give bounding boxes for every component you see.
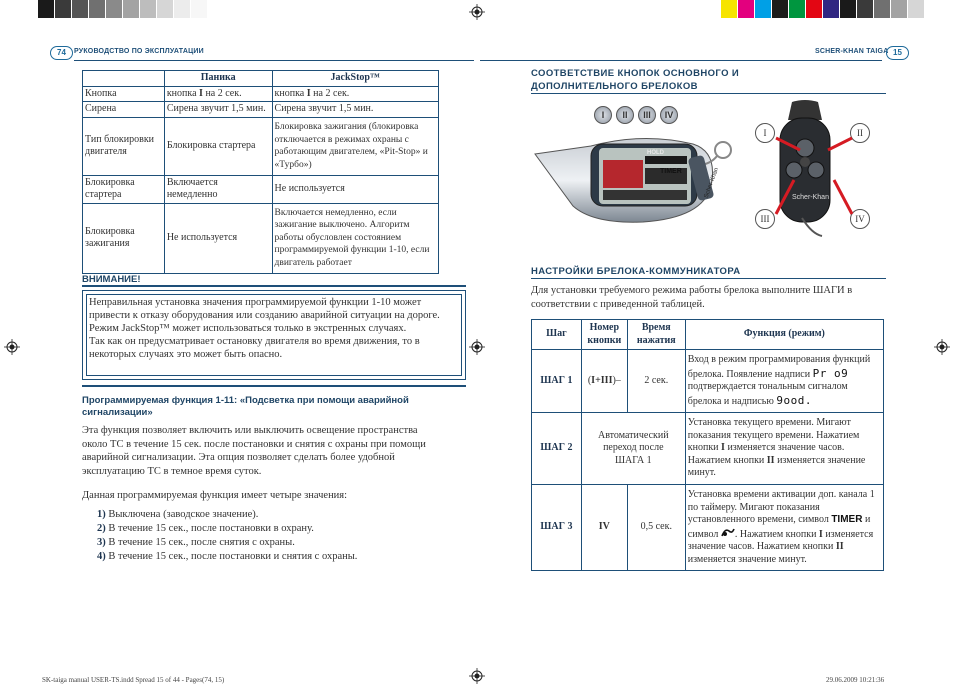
key-ii-icon: II: [616, 106, 634, 124]
row-jackstop: кнопка I на 2 сек.: [272, 86, 438, 102]
row-panic: Включается немедленно: [164, 175, 272, 203]
values-intro: Данная программируемая функция имеет четыре значения:: [82, 490, 348, 501]
step-cell: ШАГ 2: [532, 413, 582, 485]
steps-header-button: Номер кнопки: [581, 320, 627, 350]
color-swatch: [72, 0, 89, 18]
color-swatch: [55, 0, 72, 18]
row-label: Кнопка: [83, 86, 165, 102]
color-swatch: [38, 0, 55, 18]
color-swatch: [123, 0, 140, 18]
color-swatch: [840, 0, 857, 18]
warning-inner: [86, 294, 462, 376]
section-separator: [82, 385, 466, 387]
step-cell: ШАГ 1: [532, 350, 582, 413]
color-swatch: [157, 0, 174, 18]
row-jackstop: Включается немедленно, если зажигание выключено. Алгоритм работы обусловлен состоянием программируемой функции 1-10, если двигатель работает: [272, 203, 438, 273]
lcd-prog-icon: Pr o9: [812, 366, 849, 380]
right-page-number: 15: [886, 46, 909, 60]
color-swatch: [755, 0, 772, 18]
aux-fob-label-iv: IV: [850, 209, 870, 229]
warning-line: Неправильная установка значения программируемой функции 1-10 может привести к отказу оборудования или созданию аварийной ситуации на дороге.: [89, 297, 440, 321]
warning-box: [82, 290, 466, 380]
aux-fob-label-i: I: [755, 123, 775, 143]
function-title: Программируемая функция 1-11: «Подсветка при помощи аварийной сигнализации»: [82, 395, 409, 418]
row-label: Тип блокировки двигателя: [83, 117, 165, 175]
settings-title: НАСТРОЙКИ БРЕЛОКА-КОММУНИКАТОРА: [531, 266, 741, 277]
list-item: 1) Выключена (заводское значение).: [97, 509, 259, 520]
main-fob-screen-mode: HOLD: [647, 150, 664, 156]
key-iv-icon: IV: [660, 106, 678, 124]
button-cell: Автоматический переход после ШАГА 1: [581, 413, 685, 485]
key-i-icon: I: [594, 106, 612, 124]
color-swatch: [857, 0, 874, 18]
left-page-number: 74: [50, 46, 73, 60]
values-list: [97, 508, 442, 564]
warning-line: Так как он предусматривает остановку двигателя во время движения, то в некоторых случаях это может быть опасно.: [89, 336, 420, 360]
color-swatch: [191, 0, 208, 18]
button-cell: (I+III)–: [581, 350, 627, 413]
function-cell: Установка текущего времени. Мигают показания текущего времени. Нажатием кнопки I изменяется значение часов. Нажатием кнопки II изменяется значение минут.: [685, 413, 883, 485]
table-row: [532, 413, 884, 485]
table-row: [83, 102, 439, 118]
buttons-title-line-1: СООТВЕТСТВИЕ КНОПОК ОСНОВНОГО И: [531, 68, 740, 79]
buttons-title-rule: [531, 93, 886, 94]
registration-mark-icon: [4, 339, 20, 355]
row-panic: Не используется: [164, 203, 272, 273]
color-swatch: [908, 0, 925, 18]
row-panic: Сирена звучит 1,5 мин.: [164, 102, 272, 118]
table-row: [532, 350, 884, 413]
color-swatch: [772, 0, 789, 18]
color-swatch: [140, 0, 157, 18]
left-header-rule: [74, 60, 474, 61]
right-header-rule: [480, 60, 882, 61]
row-panic: Блокировка стартера: [164, 117, 272, 175]
row-label: Блокировка зажигания: [83, 203, 165, 273]
color-swatch: [738, 0, 755, 18]
list-item: 4) В течение 15 сек., после постановки и снятия с охраны.: [97, 551, 358, 562]
timer-symbol-icon: TIMER: [831, 514, 863, 525]
color-swatch: [823, 0, 840, 18]
list-item: 2) В течение 15 сек., после постановки в охрану.: [97, 523, 314, 534]
table-header-row: [83, 71, 439, 87]
step-cell: ШАГ 3: [532, 485, 582, 571]
main-fob-screen-timer: TIMER: [660, 168, 682, 175]
gray-swatch-strip: [38, 0, 208, 18]
color-swatch: [721, 0, 738, 18]
registration-mark-icon: [934, 339, 950, 355]
table-row: [83, 86, 439, 102]
aux-fob-label-ii: II: [850, 123, 870, 143]
table-header-panic: Паника: [164, 71, 272, 87]
color-swatch: [106, 0, 123, 18]
table-row: [83, 203, 439, 273]
warning-line: Режим JackStop™ может использоваться только в экстренных случаях.: [89, 323, 407, 334]
warning-title: ВНИМАНИЕ!: [82, 274, 141, 285]
list-item: 3) В течение 15 сек., после снятия с охраны.: [97, 537, 295, 548]
function-cell: Установка времени активации доп. канала 1 по таймеру. Мигают показания установленного времени, символ TIMER и символ . Нажатием кнопки I изменяется значение часов. Нажатием кнопки II изменяется значение минут.: [685, 485, 883, 571]
registration-mark-icon: [469, 668, 485, 684]
color-swatch: [891, 0, 908, 18]
function-cell: Вход в режим программирования функций брелока. Появление надписи Pr o9 подтверждается тональным сигналом брелока и надписью 9ood.: [685, 350, 883, 413]
main-fob-brand: Scher-Khan: [703, 167, 721, 199]
row-jackstop: Сирена звучит 1,5 мин.: [272, 102, 438, 118]
row-label: Блокировка стартера: [83, 175, 165, 203]
row-jackstop: Блокировка зажигания (блокировка отключается в режимах охраны с работающим двигателем, «Pit-Stop» и «Турбо»): [272, 117, 438, 175]
color-swatch: [174, 0, 191, 18]
time-cell: 2 сек.: [627, 350, 685, 413]
registration-mark-icon: [469, 339, 485, 355]
row-jackstop: Не используется: [272, 175, 438, 203]
color-swatch-strip: [721, 0, 925, 18]
warning-rule: [82, 285, 466, 287]
registration-mark-icon: [469, 4, 485, 20]
left-running-head: РУКОВОДСТВО ПО ЭКСПЛУАТАЦИИ: [74, 48, 204, 55]
right-running-head: SCHER-KHAN TAIGA: [815, 48, 889, 55]
table-row: [83, 175, 439, 203]
aux-fob-pointer-arrows: [770, 128, 860, 224]
time-cell: 0,5 сек.: [627, 485, 685, 571]
row-label: Сирена: [83, 102, 165, 118]
aux-fob-label-iii: III: [755, 209, 775, 229]
main-fob-key-legend: [594, 106, 678, 124]
steps-header-time: Время нажатия: [627, 320, 685, 350]
table-row: [532, 485, 884, 571]
settings-title-rule: [531, 278, 886, 279]
button-cell: IV: [581, 485, 627, 571]
settings-intro: Для установки требуемого режима работы брелока выполните ШАГИ в соответствии с приведенной таблицей.: [531, 285, 853, 310]
buttons-title-line-2: ДОПОЛНИТЕЛЬНОГО БРЕЛОКОВ: [531, 81, 698, 92]
row-panic: кнопка I на 2 сек.: [164, 86, 272, 102]
steps-table: [531, 319, 884, 571]
color-swatch: [789, 0, 806, 18]
lcd-good-icon: 9ood.: [776, 393, 812, 407]
aux-fob-brand: Scher-Khan: [792, 194, 829, 201]
indd-footer: SK-taiga manual USER-TS.indd Spread 15 of 44 - Pages(74, 15): [42, 676, 225, 684]
color-swatch: [806, 0, 823, 18]
steps-header-step: Шаг: [532, 320, 582, 350]
color-swatch: [89, 0, 106, 18]
color-swatch: [874, 0, 891, 18]
steps-header-function: Функция (режим): [685, 320, 883, 350]
function-description: Эта функция позволяет включить или выключить освещение пространства около ТС в течение 15 сек. после постановки и снятия с охраны при помощи аварийной сигнализации. Эта опция позволяет сделать более удобной эксплуатацию ТС в темное время суток.: [82, 425, 426, 477]
table-row: [83, 117, 439, 175]
table-header-empty: [83, 71, 165, 87]
timestamp-footer: 29.06.2009 10:21:36: [826, 676, 885, 684]
timer-channel-icon: [721, 527, 735, 538]
table-header-jackstop: JackStop™: [272, 71, 438, 87]
panic-jackstop-table: [82, 70, 439, 274]
steps-header-row: [532, 320, 884, 350]
key-iii-icon: III: [638, 106, 656, 124]
